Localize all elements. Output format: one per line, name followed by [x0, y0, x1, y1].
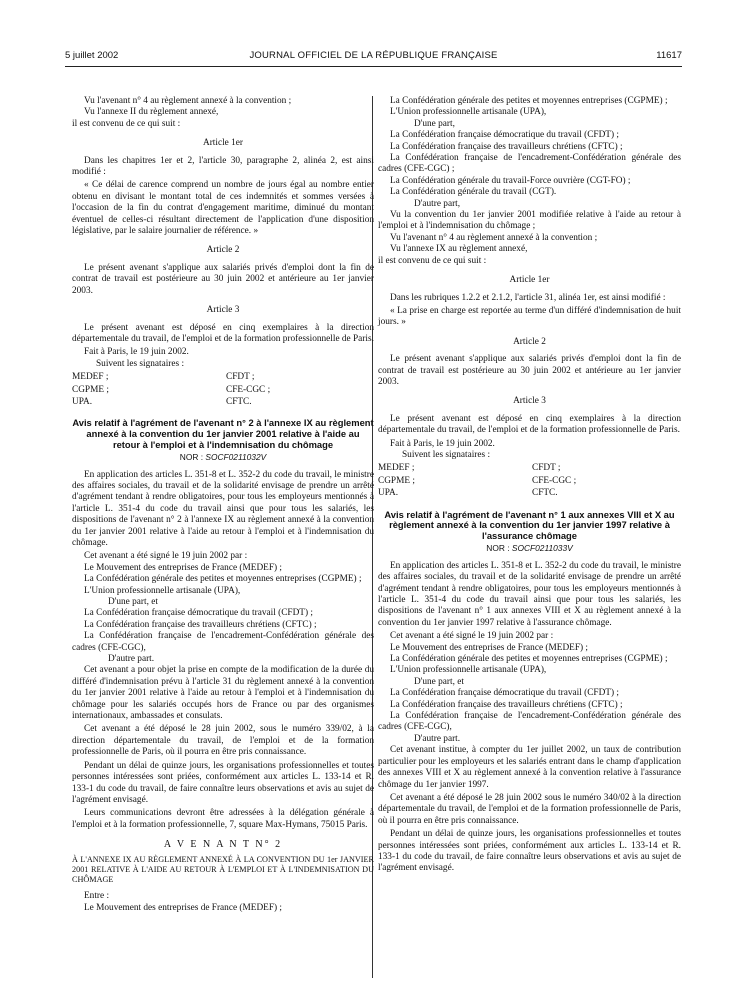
signatory: CFTC.: [226, 396, 252, 407]
signatory: CGPME ;: [72, 384, 109, 395]
paragraph: Leurs communications devront être adressées à la délégation générale à l'emploi et à la formation professionnelle, 7, square Max-Hymans, 75015 Paris.: [72, 808, 374, 830]
intro-line: il est convenu de ce qui suit :: [72, 118, 181, 129]
party-line: Le Mouvement des entreprises de France (MEDEF) ;: [390, 642, 589, 653]
signatories-grid: [72, 372, 374, 408]
party-line: Le Mouvement des entreprises de France (MEDEF) ;: [84, 562, 283, 573]
nor-reference: [72, 452, 374, 463]
party-separator: D'autre part.: [414, 733, 461, 744]
article-heading: Article 1er: [509, 275, 550, 286]
paragraph: En application des articles L. 351-8 et L. 352-2 du code du travail, le ministre des affaires sociales, du travail et de la solidarité envisage de prendre un arrêté d'agrément tendant à rendre obligatoires, pour tous les employeurs mentionnés à l'article L. 351-4 du code du travail ainsi que pour tous les salariés, les dispositions de l'avenant n° 1 aux annexes VIII et X au règlement annexé à la convention du 1er janvier 1997 relative à l'assurance chômage.: [378, 560, 681, 628]
avis-title: Avis relatif à l'agrément de l'avenant n° 2 à l'annexe IX au règlement annexé à la convention du 1er janvier 2001 relative à l'aide au retour à l'emploi et à l'indemnisation du chômage: [72, 417, 374, 450]
nor-code: SOCF0211033V: [511, 543, 573, 554]
article-heading: Article 2: [513, 336, 546, 347]
signatory: MEDEF ;: [378, 463, 415, 474]
party-line: Le Mouvement des entreprises de France (MEDEF) ;: [84, 902, 283, 913]
avis-title: Avis relatif à l'agrément de l'avenant n° 1 aux annexes VIII et X au règlement annexé à la convention du 1er janvier 1997 relative à l'assurance chômage: [384, 508, 675, 541]
paragraph: Le présent avenant s'applique aux salariés privés d'emploi dont la fin de contrat de travail est postérieure au 30 juin 2002 et antérieure au 1er janvier 2003.: [72, 262, 374, 296]
left-column: [72, 96, 374, 914]
paragraph: Cet avenant a été déposé le 28 juin 2002 sous le numéro 340/02 à la direction départementale du travail, de l'emploi et de la formation professionnelle de Paris, où il pourra en être pris connaissance.: [378, 792, 681, 826]
party-line: La Confédération française démocratique du travail (CFDT) ;: [84, 608, 313, 619]
party-line: La Confédération française des travailleurs chrétiens (CFTC) ;: [390, 699, 623, 710]
party-separator: D'une part, et: [414, 676, 464, 687]
paragraph: Pendant un délai de quinze jours, les organisations professionnelles et toutes personnes intéressées sont priées, conformément aux articles L. 133-14 et R. 133-1 du code du travail, de faire connaître leurs observations et avis au sujet de l'agrément envisagé.: [378, 829, 681, 874]
party-line: La Confédération générale du travail (CGT).: [390, 187, 557, 198]
party-line: La Confédération générale du travail-Force ouvrière (CGT-FO) ;: [390, 175, 631, 186]
signatory: CFDT ;: [532, 463, 561, 474]
party-line: La Confédération française de l'encadrement-Confédération générale des cadres (CFE-CGC),: [72, 631, 374, 653]
signatory: CFE-CGC ;: [226, 384, 271, 395]
avenant-title: A V E N A N T N° 2: [163, 839, 283, 851]
signatory: CFTC.: [532, 488, 558, 499]
header-rule: [65, 66, 682, 67]
party-line: L'Union professionnelle artisanale (UPA),: [84, 585, 241, 596]
party-line: L'Union professionnelle artisanale (UPA),: [390, 107, 547, 118]
signatory: MEDEF ;: [72, 372, 109, 383]
party-line: La Confédération française des travailleurs chrétiens (CFTC) ;: [84, 619, 317, 630]
party-separator: D'autre part,: [414, 198, 461, 209]
entre-label: Entre :: [84, 891, 110, 902]
right-column: [378, 96, 681, 877]
party-line: La Confédération générale des petites et moyennes entreprises (CGPME) ;: [84, 574, 362, 585]
fait-line: Fait à Paris, le 19 juin 2002.: [390, 438, 495, 449]
header-page-number: 11617: [656, 50, 682, 61]
vu-line: Vu l'avenant n° 4 au règlement annexé à la convention ;: [390, 232, 598, 243]
article-heading: Article 3: [206, 305, 240, 316]
party-line: La Confédération générale des petites et moyennes entreprises (CGPME) ;: [390, 96, 668, 106]
paragraph: Le présent avenant est déposé en cinq exemplaires à la direction départementale du travail, de l'emploi et de la formation professionnelle de Paris.: [378, 413, 681, 436]
paragraph: Cet avenant a été déposé le 28 juin 2002, sous le numéro 339/02, à la direction départementale du travail, de l'emploi et de la formation professionnelle de Paris, où il pourra en être pris connaissance.: [72, 724, 374, 758]
paragraph: Cet avenant a pour objet la prise en compte de la modification de la durée du différé d'indemnisation prévu à l'article 31 du règlement annexé à la convention du 1er janvier 2001 relative à l'aide au retour à l'emploi et à l'indemnisation du chômage pour les salariés occupés hors de France ou par des organismes internationaux, ambassades et consulats.: [72, 665, 374, 722]
convenu-line: il est convenu de ce qui suit :: [378, 255, 487, 266]
header-title: JOURNAL OFFICIEL DE LA RÉPUBLIQUE FRANÇAISE: [249, 50, 498, 61]
paragraph: Pendant un délai de quinze jours, les organisations professionnelles et toutes personnes intéressées sont priées, conformément aux articles L. 133-14 et R. 133-1 du code du travail, de faire connaître leurs observations et avis au sujet de l'agrément envisagé.: [72, 760, 374, 805]
signatory: CFDT ;: [226, 372, 255, 383]
party-line: La Confédération française démocratique du travail (CFDT) ;: [390, 130, 619, 141]
paragraph: Dans les chapitres 1er et 2, l'article 30, paragraphe 2, alinéa 2, est ainsi modifié :: [72, 155, 374, 178]
signatories-grid: [378, 463, 681, 499]
signatory: UPA.: [72, 396, 93, 407]
paragraph: « Ce délai de carence comprend un nombre de jours égal au nombre entier obtenu en divisant le montant total de ces indemnités et sommes versées à l'occasion de la fin du contrat d'engagement maritime, diminué du montant éventuel de celles-ci résultant directement de l'application d'une disposition législative, par le salaire journalier de référence. »: [72, 180, 374, 237]
party-separator: D'une part,: [414, 118, 455, 129]
party-line: La Confédération française démocratique du travail (CFDT) ;: [390, 688, 619, 699]
party-separator: D'autre part.: [108, 654, 155, 665]
paragraph: Cet avenant a été signé le 19 juin 2002 par :: [390, 631, 554, 642]
paragraph: En application des articles L. 351-8 et L. 352-2 du code du travail, le ministre des affaires sociales, du travail et de la solidarité envisage de prendre un arrêté d'agrément tendant à rendre obligatoires, pour tous les employeurs mentionnés à l'article L. 351-4 du code du travail ainsi que pour tous les salariés, les dispositions de l'avenant n° 2 à l'annexe IX au règlement annexé à la convention du 1er janvier 2001 relative à l'aide au retour à l'emploi et à l'indemnisation du chômage.: [72, 469, 374, 548]
paragraph: Cet avenant a été signé le 19 juin 2002 par :: [84, 551, 248, 562]
paragraph: Le présent avenant s'applique aux salariés privés d'emploi dont la fin de contrat de travail est postérieure au 30 juin 2002 et antérieure au 1er janvier 2003.: [378, 354, 681, 387]
party-line: La Confédération française de l'encadrement-Confédération générale des cadres (CFE-CGC),: [378, 711, 681, 733]
fait-line: Fait à Paris, le 19 juin 2002.: [84, 347, 189, 358]
article-heading: Article 2: [206, 245, 240, 256]
article-heading: Article 3: [513, 396, 546, 407]
nor-code: SOCF0211032V: [205, 452, 267, 463]
page-header: [65, 50, 682, 64]
party-line: La Confédération française de l'encadrement-Confédération générale des cadres (CFE-CGC) ;: [378, 153, 681, 175]
intro-line: Vu l'avenant n° 4 au règlement annexé à la convention ;: [84, 96, 292, 106]
nor-label: NOR :: [486, 543, 512, 554]
intro-line: Vu l'annexe II du règlement annexé,: [84, 107, 219, 118]
paragraph: Cet avenant institue, à compter du 1er juillet 2002, un taux de contribution particulier pour les employeurs et les salariés entrant dans le champ d'application des annexes VIII et X au règlement annexé à la convention relative à l'assurance chômage du 1er janvier 1997.: [378, 745, 681, 790]
vu-line: Vu la convention du 1er janvier 2001 modifiée relative à l'aide au retour à l'emploi et à l'indemnisation du chômage ;: [378, 210, 681, 232]
party-line: La Confédération française des travailleurs chrétiens (CFTC) ;: [390, 141, 623, 152]
vu-line: Vu l'annexe IX au règlement annexé,: [390, 244, 528, 255]
nor-label: NOR :: [179, 452, 206, 463]
paragraph: « La prise en charge est reportée au terme d'un différé d'indemnisation de huit jours. »: [378, 305, 681, 328]
article-heading: Article 1er: [202, 138, 243, 149]
avenant-subtitle: À L'ANNEXE IX AU RÈGLEMENT ANNEXÉ À LA CONVENTION DU 1er JANVIER 2001 RELATIVE À L'AIDE AU RETOUR À L'EMPLOI ET À L'INDEMNISATION DU CHÔMAGE: [72, 854, 374, 884]
nor-reference: [378, 543, 681, 554]
signataires-label: Suivent les signataires :: [96, 358, 185, 369]
party-line: L'Union professionnelle artisanale (UPA),: [390, 665, 547, 676]
paragraph: Le présent avenant est déposé en cinq exemplaires à la direction départementale du travail, de l'emploi et de la formation professionnelle de Paris.: [72, 322, 374, 344]
signatory: CFE-CGC ;: [532, 475, 577, 486]
signataires-label: Suivent les signataires :: [402, 449, 491, 460]
header-date: 5 juillet 2002: [65, 50, 119, 61]
signatory: UPA.: [378, 488, 399, 499]
signatory: CGPME ;: [378, 475, 415, 486]
paragraph: Dans les rubriques 1.2.2 et 2.1.2, l'article 31, alinéa 1er, est ainsi modifié :: [390, 292, 666, 303]
party-separator: D'une part, et: [108, 597, 158, 607]
party-line: La Confédération générale des petites et moyennes entreprises (CGPME) ;: [390, 654, 668, 665]
